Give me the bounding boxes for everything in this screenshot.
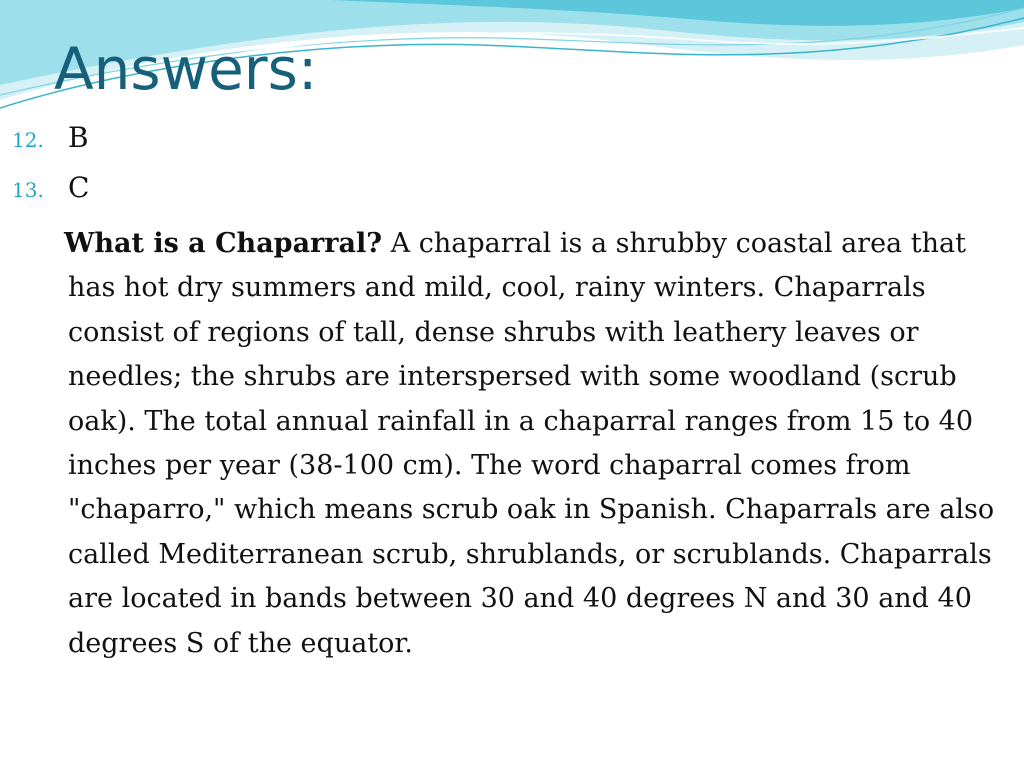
paragraph-lead-question: What is a Chaparral? (64, 228, 383, 259)
list-item-answer: B (68, 121, 89, 154)
list-item (0, 118, 1024, 168)
slide-title: Answers: (54, 35, 318, 103)
paragraph-body-text: A chaparral is a shrubby coastal area that has hot dry summers and mild, cool, rainy winters. Chaparrals consist of regions of tall, dense shrubs with leathery leaves or needles; the shrubs are interspersed with some woodland (scrub oak). The total annual rainfall in a chaparral ranges from 15 to 40 inches per year (38-100 cm). The word chaparral comes from "chaparro," which means scrub oak in Spanish. Chaparrals are also called Mediterranean scrub, shrublands, or scrublands. Chaparrals are located in bands between 30 and 40 degrees N and 30 and 40 degrees S of the equator. (68, 228, 995, 659)
list-item-number: 12. (12, 128, 44, 152)
list-item-number: 13. (12, 178, 44, 202)
list-item-answer: C (68, 171, 90, 204)
chaparral-paragraph (64, 222, 1012, 666)
answer-list (0, 118, 1024, 218)
list-item (0, 168, 1024, 218)
